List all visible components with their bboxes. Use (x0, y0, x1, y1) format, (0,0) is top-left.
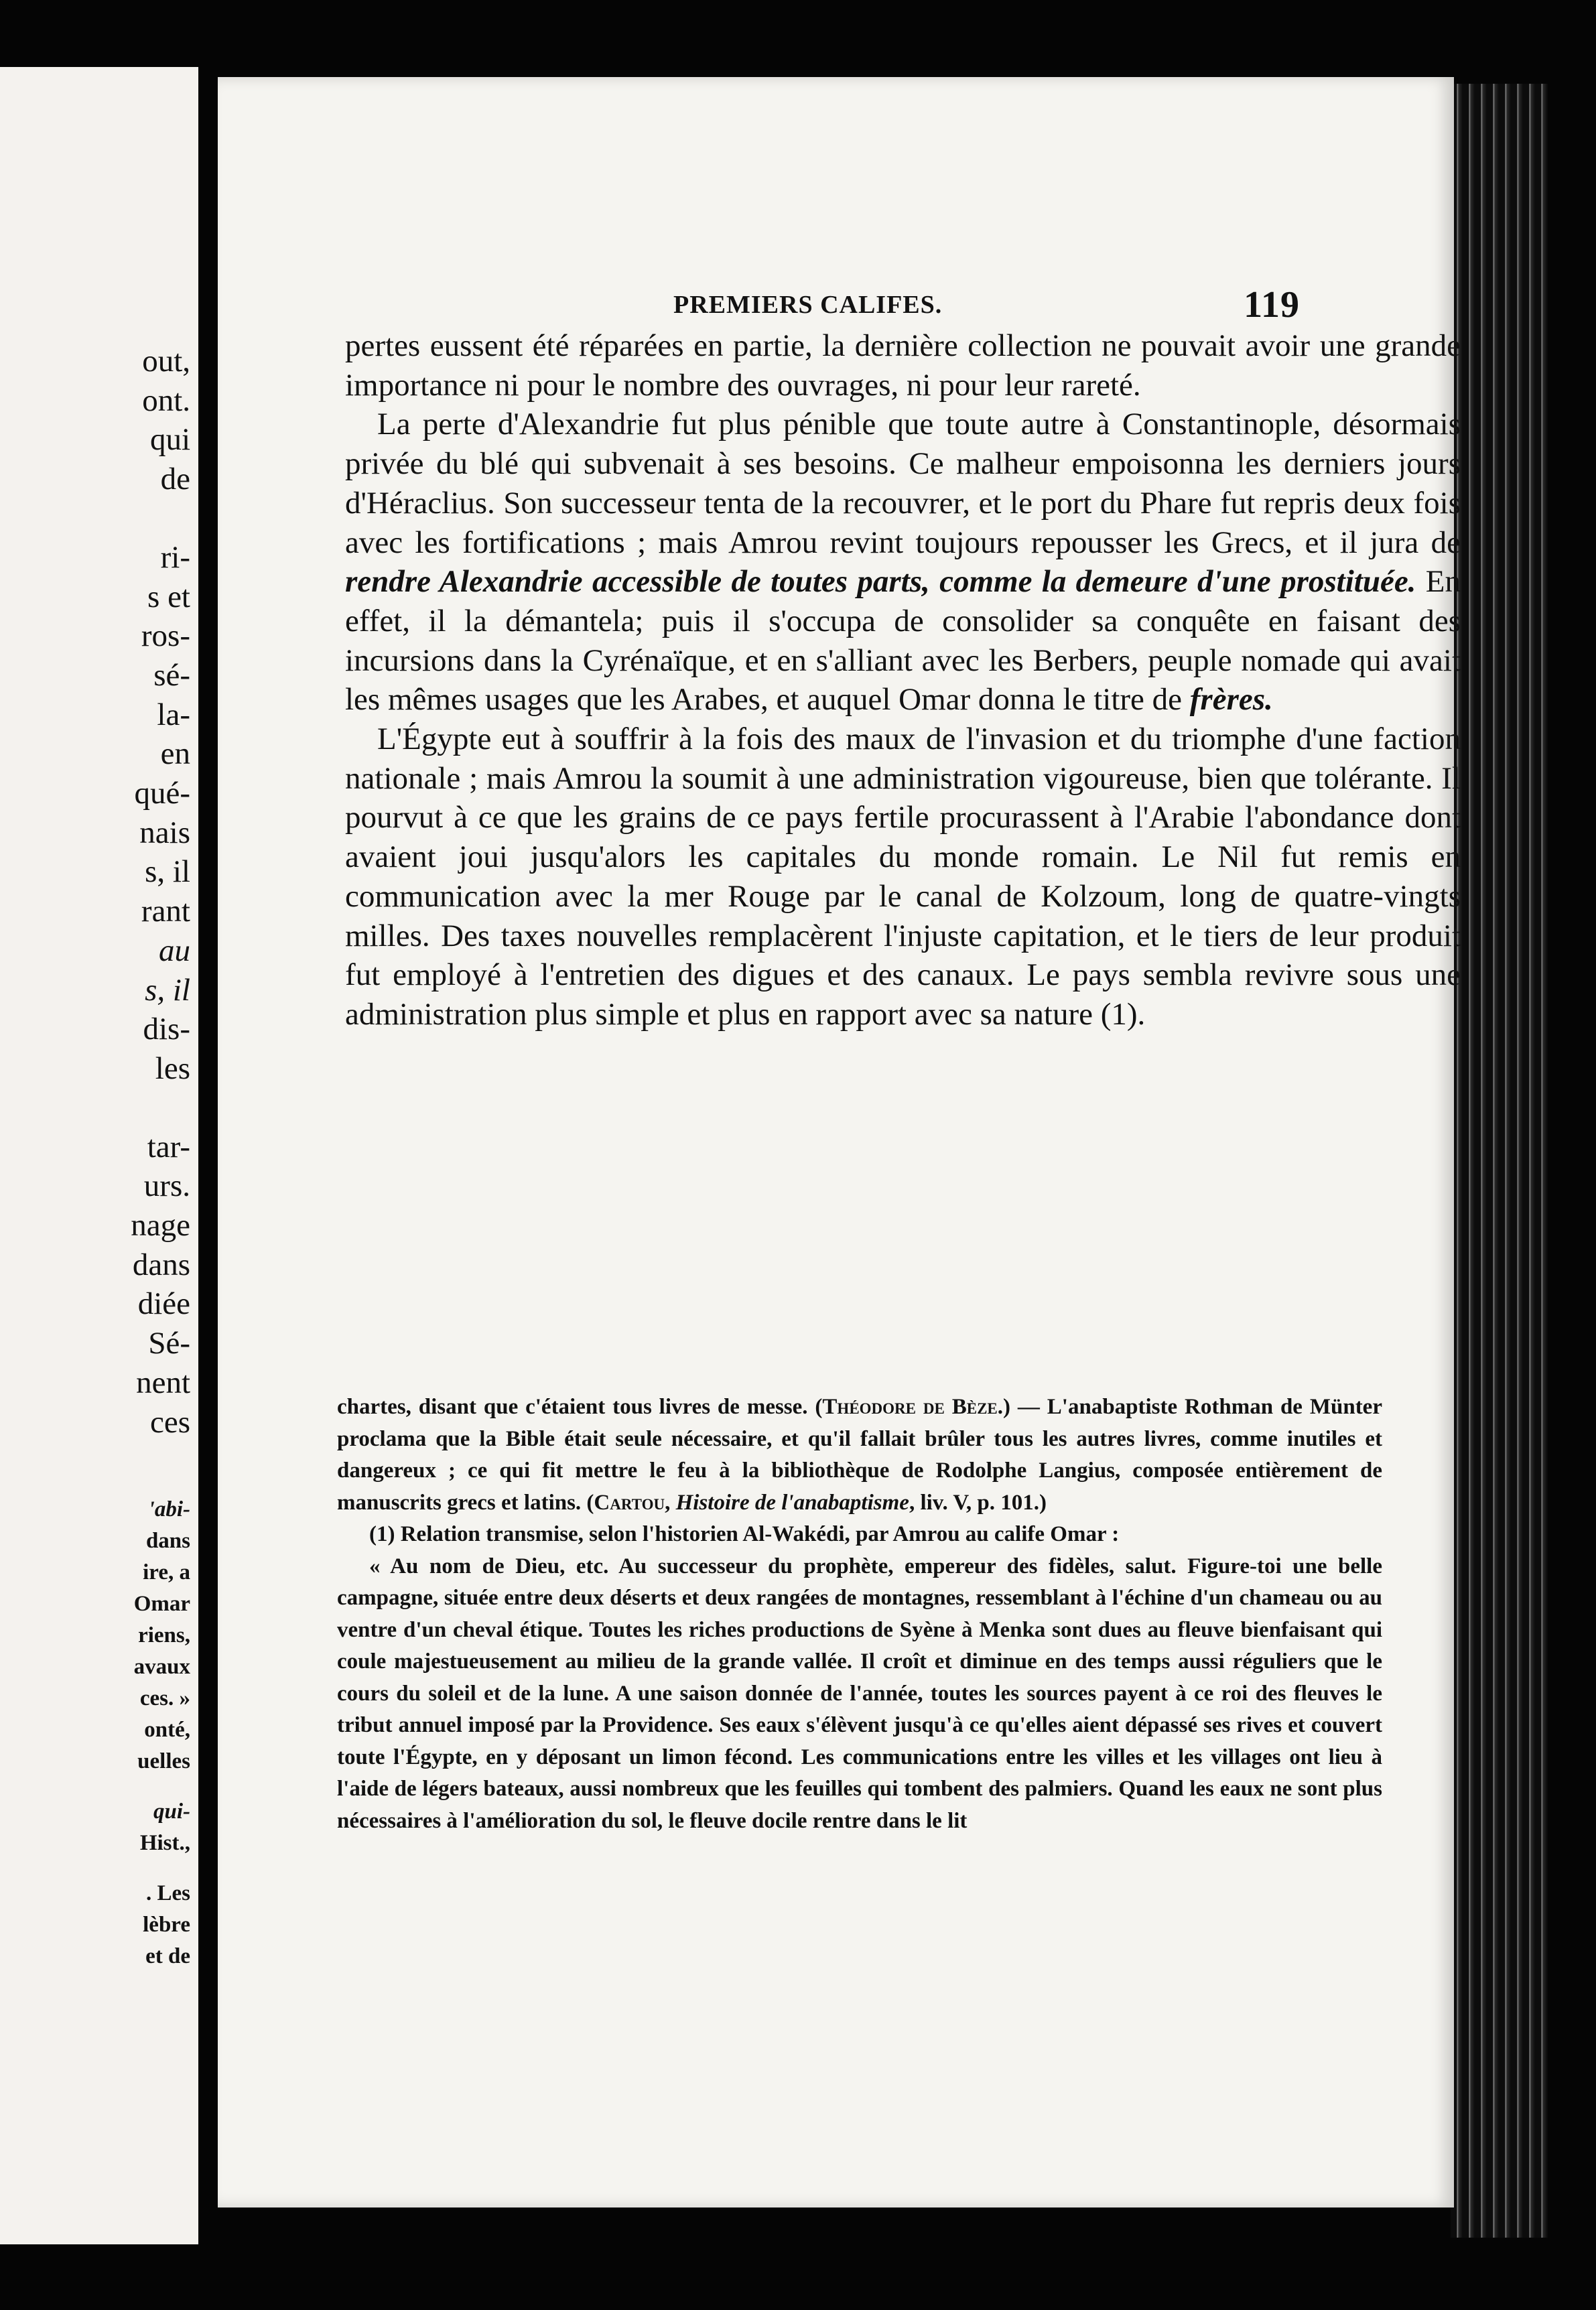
page-number: 119 (1244, 284, 1300, 326)
text-run: .) — L'anabaptiste Rothman de Münter proclama que la Bible était seule nécessaire, et qu'il fallait brûler tous les autres livres, comme inutiles et dangereux ; ce qui fit mettre le feu à la bibliothèque de Rodolphe Langius, composée entièrement de manuscrits grecs et latins. ( (337, 1395, 1382, 1515)
left-fragment: ros- (141, 618, 190, 654)
left-note-fragment: . Les (146, 1881, 190, 1905)
left-fragment: tar- (147, 1129, 190, 1164)
left-fragment: dis- (143, 1012, 190, 1047)
left-fragment: de (160, 462, 190, 497)
left-fragment: nent (136, 1365, 190, 1400)
paragraph: pertes eussent été réparées en partie, la dernière collection ne pouvait avoir une grande importance ni pour le nombre des ouvrages, ni pour leur rareté. (345, 328, 1461, 403)
left-fragment: s, il (145, 972, 190, 1008)
left-fragment: dans (132, 1247, 190, 1282)
emphasis-word: frères. (1189, 682, 1273, 718)
left-fragment: la- (157, 697, 190, 732)
left-facing-page (0, 67, 198, 2244)
left-note-fragment: ces. » (139, 1686, 190, 1710)
left-fragment: Sé- (148, 1326, 190, 1361)
left-note-fragment: uelles (137, 1749, 190, 1773)
left-page-note-fragments (134, 1494, 190, 1972)
left-note-fragment: lèbre (143, 1913, 190, 1937)
left-page-text-fragments (131, 342, 190, 1442)
left-fragment: en (160, 736, 190, 772)
left-fragment: rant (141, 894, 190, 929)
author-name: Théodore de Bèze (822, 1395, 998, 1419)
page-stack-edges (1451, 84, 1548, 2238)
left-note-fragment: Hist., (139, 1831, 190, 1855)
left-fragment: ri- (160, 539, 190, 575)
left-fragment: s et (147, 579, 190, 614)
left-fragment: les (155, 1050, 190, 1086)
footnote: (1) Relation transmise, selon l'historien Al-Wakédi, par Amrou au calife Omar : (369, 1522, 1120, 1546)
left-note-fragment: onté, (144, 1718, 190, 1742)
footnote-quote: « Au nom de Dieu, etc. Au successeur du prophète, empereur des fidèles, salut. Figure-toi une belle campagne, située entre deux déserts et deux rangées de montagnes, ressemblant à l'échine d'un chameau ou au ventre d'un cheval étique. Toutes les riches productions de Syène à Menka sont dues au fleuve bienfaisant qui coule majestueusement au milieu de la grande vallée. Il croît et diminue en des temps aussi réguliers que le cours du soleil et de la lune. A une saison donnée de l'année, toutes les sources payent à ce roi des fleuves le tribut annuel imposé par la Providence. Ses eaux s'élèvent jusqu'à ce qu'elles aient dépassé ses rives et couvert toute l'Égypte, en y déposant un limon fécond. Les communications entre les villes et les villages ont lieu à l'aide de légers bateaux, aussi nombreux que les feuilles qui tombent des palmiers. Quand les eaux ne sont plus nécessaires à l'amélioration du sol, le fleuve docile rentre dans le lit (337, 1554, 1382, 1833)
left-note-fragment: avaux (133, 1655, 190, 1679)
left-fragment: qui (149, 422, 190, 458)
left-note-fragment: riens, (138, 1623, 190, 1647)
left-note-fragment: ire, a (143, 1560, 190, 1584)
left-fragment: nais (139, 815, 190, 850)
left-fragment: ces (149, 1404, 190, 1440)
footnote-continuation (337, 1391, 1382, 1519)
left-note-fragment: 'abi- (148, 1497, 190, 1521)
running-title: PREMIERS CALIFES. (673, 291, 943, 319)
left-fragment: urs. (143, 1168, 190, 1204)
left-fragment: ont. (142, 383, 190, 418)
text-run: En effet, il la démantela; puis il s'occupa de consolider sa conquête en faisant des incursions dans la Cyrénaïque, et en s'alliant avec les Berbers, peuple nomade qui avait les mêmes usages que les Arabes, et auquel Omar donna le titre de (345, 564, 1461, 718)
text-run: chartes, disant que c'étaient tous livres de messe. ( (337, 1395, 823, 1419)
left-fragment: nage (131, 1208, 190, 1243)
paragraph: L'Égypte eut à souffrir à la fois des maux de l'invasion et du triomphe d'une faction nationale ; mais Amrou la soumit à une administration vigoureuse, bien que tolérante. Il pourvut à ce que les grains de ce pays fertile procurassent à l'Arabie l'abondance dont avaient joui jusqu'alors les capitales du monde romain. Le Nil fut remis en communication avec la mer Rouge par le canal de Kolzoum, long de quatre-vingts milles. Des taxes nouvelles remplacèrent l'injuste capitation, et le tiers de leur produit fut employé à l'entretien des digues et des canaux. Le pays sembla revivre sous une administration plus simple et plus en rapport avec sa nature (1). (345, 722, 1461, 1032)
emphasis-quote: rendre Alexandrie accessible de toutes parts, comme la demeure d'une prostituée. (345, 564, 1416, 600)
book-title: Histoire de l'anabaptisme (675, 1490, 909, 1515)
text-run: La perte d'Alexandrie fut plus pénible que toute autre à Constantinople, désormais privée du blé qui subvenait à ses besoins. Ce malheur empoisonna les derniers jours d'Héraclius. Son successeur tenta de la recouvrer, et le port du Phare fut repris deux fois avec les fortifications ; mais Amrou revint toujours repousser les Grecs, et il jura de (345, 407, 1461, 560)
paragraph (345, 405, 1461, 720)
left-note-fragment: et de (145, 1944, 190, 1968)
left-fragment: au (159, 933, 190, 968)
left-fragment: qué- (134, 776, 190, 811)
left-note-fragment: qui- (153, 1799, 190, 1824)
left-fragment: diée (137, 1286, 190, 1322)
author-name: Cartou (594, 1490, 665, 1515)
footnotes (337, 1391, 1382, 1837)
left-fragment: out, (142, 344, 190, 379)
left-note-fragment: dans (145, 1529, 190, 1553)
text-run: , liv. V, p. 101.) (909, 1490, 1047, 1515)
book-page (218, 77, 1461, 2207)
left-fragment: sé- (153, 657, 190, 693)
text-run: , (665, 1490, 676, 1515)
body-text (345, 326, 1461, 1034)
left-note-fragment: Omar (133, 1592, 190, 1616)
left-fragment: s, il (145, 854, 190, 890)
